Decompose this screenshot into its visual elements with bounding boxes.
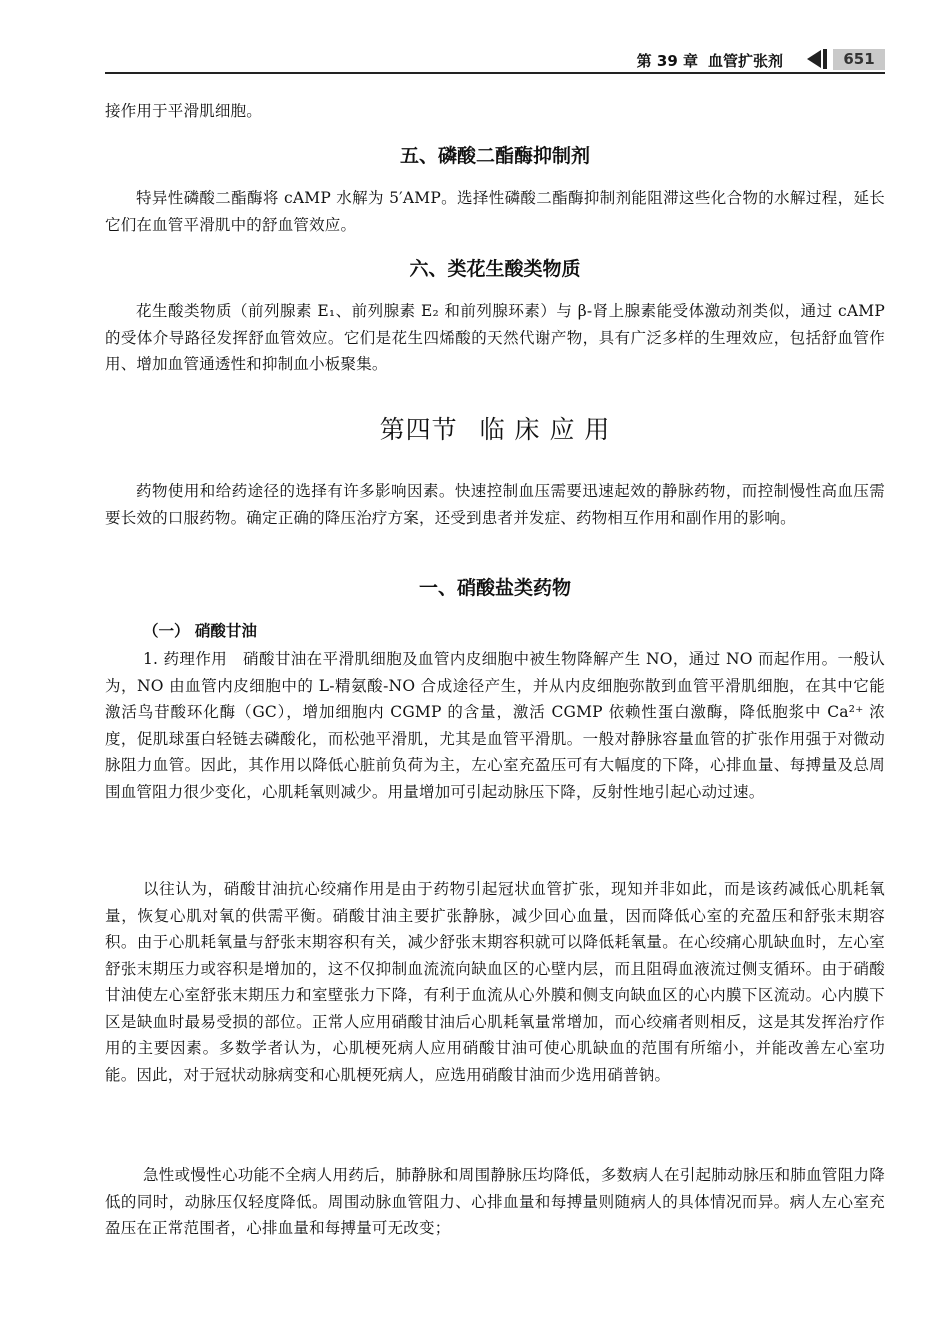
paragraph-phosphodiesterase: 特异性磷酸二酯酶将 cAMP 水解为 5′AMP。选择性磷酸二酯酶抑制剂能阻滞这些化合物的水解过程，延长它们在血管平滑肌中的舒血管效应。 bbox=[105, 189, 885, 234]
running-header bbox=[105, 44, 885, 74]
heading-phosphodiesterase-inhibitors: 五、磷酸二酯酶抑制剂 bbox=[399, 145, 590, 167]
section-title: 临 床 应 用 bbox=[479, 415, 611, 444]
paragraph-heart-failure: 急性或慢性心功能不全病人用药后，肺静脉和周围静脉压均降低，多数病人在引起肺动脉压和肺血管阻力降低的同时，动脉压仅轻度降低。周围动脉血管阻力、心排血量和每搏量则随病人的具体情况而异。病人左心室充盈压在正常范围者，心排血量和每搏量可无改变； bbox=[105, 1166, 885, 1237]
heading-eicosanoids: 六、类花生酸类物质 bbox=[409, 258, 581, 280]
paragraph-angina-mechanism: 以往认为，硝酸甘油抗心绞痛作用是由于药物引起冠状血管扩张，现知并非如此，而是该药减低心肌耗氧量，恢复心肌对氧的供需平衡。硝酸甘油主要扩张静脉，减少回心血量，因而降低心室的充盈压和舒张末期容积。由于心肌耗氧量与舒张末期容积有关，减少舒张末期容积就可以降低耗氧量。在心绞痛心肌缺血时，左心室舒张末期压力或容积是增加的，这不仅抑制血流流向缺血区的心壁内层，而且阻碍血液流过侧支循环。由于硝酸甘油使左心室舒张末期压力和室壁张力下降，有利于血流从心外膜和侧支向缺血区的心内膜下区流动。心内膜下区是缺血时最易受损的部位。正常人应用硝酸甘油后心肌耗氧量常增加，而心绞痛者则相反，这是其发挥治疗作用的主要因素。多数学者认为，心肌梗死病人应用硝酸甘油可使心肌缺血的范围有所缩小，并能改善左心室功能。因此，对于冠状动脉病变和心肌梗死病人，应选用硝酸甘油而少选用硝普钠。 bbox=[105, 880, 885, 1084]
heading-nitrates: 一、硝酸盐类药物 bbox=[418, 577, 571, 599]
page-number: 651 bbox=[833, 49, 885, 70]
paragraph-continuation: 接作用于平滑肌细胞。 bbox=[105, 102, 263, 120]
subheading-nitroglycerin: （一） 硝酸甘油 bbox=[143, 622, 257, 640]
chapter-number: 第 39 章 bbox=[636, 52, 698, 70]
chapter-title: 血管扩张剂 bbox=[707, 52, 783, 70]
paragraph-pharmacology: 1. 药理作用 硝酸甘油在平滑肌细胞及血管内皮细胞中被生物降解产生 NO，通过 NO 而起作用。一般认为，NO 由血管内皮细胞中的 L-精氨酸-NO 合成途径产生，并从内皮细胞弥散到血管平滑肌细胞，在其中它能激活鸟苷酸环化酶（GC），增加细胞内 CGMP 的含量，激活 CGMP 依赖性蛋白激酶，降低胞浆中 Ca²⁺ 浓度，促肌球蛋白轻链去磷酸化，而松弛平滑肌，尤其是血管平滑肌。一般对静脉容量血管的扩张作用强于对微动脉阻力血管。因此，其作用以降低心脏前负荷为主，左心室充盈压可有大幅度的下降，心排血量、每搏量及总周围血管阻力很少变化，心肌耗氧则减少。用量增加可引起动脉压下降，反射性地引起心动过速。 bbox=[105, 650, 885, 801]
paragraph-clinical-intro: 药物使用和给药途径的选择有许多影响因素。快速控制血压需要迅速起效的静脉药物，而控制慢性高血压需要长效的口服药物。确定正确的降压治疗方案，还受到患者并发症、药物相互作用和副作用的影响。 bbox=[105, 482, 885, 527]
header-divider-bar bbox=[823, 49, 827, 69]
arrow-left-icon bbox=[807, 50, 821, 68]
section-heading bbox=[105, 413, 885, 447]
chapter-label bbox=[637, 50, 793, 71]
paragraph-eicosanoids: 花生酸类物质（前列腺素 E₁、前列腺素 E₂ 和前列腺环素）与 β-肾上腺素能受体激动剂类似，通过 cAMP 的受体介导路径发挥舒血管效应。它们是花生四烯酸的天然代谢产物，具有广泛多样的生理效应，包括舒血管作用、增加血管通透性和抑制血小板聚集。 bbox=[105, 302, 885, 373]
section-number: 第四节 bbox=[379, 415, 458, 444]
